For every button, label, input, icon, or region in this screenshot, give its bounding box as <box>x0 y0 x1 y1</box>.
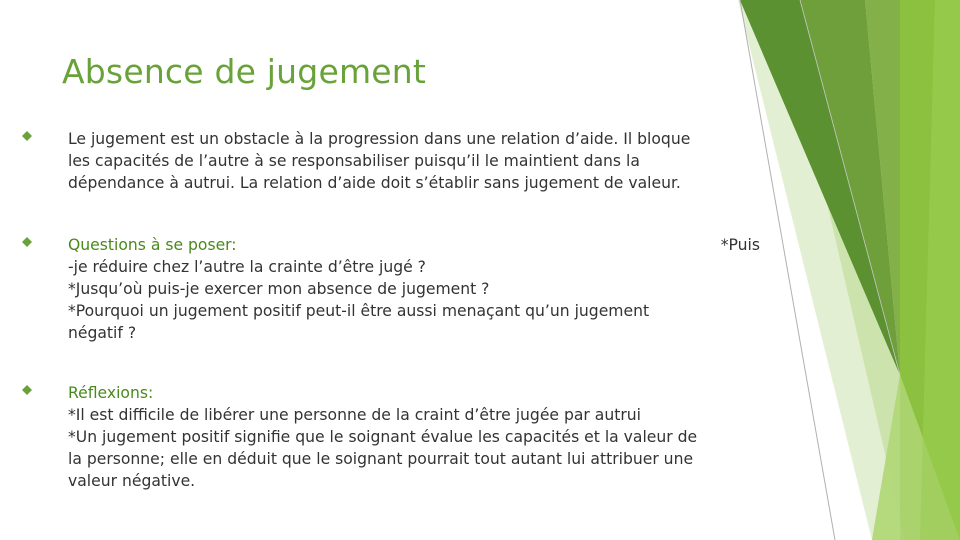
bullet-1-line: dépendance à autrui. La relation d’aide doit s’établir sans jugement de valeur. <box>68 174 681 192</box>
diamond-bullet-icon <box>22 237 32 247</box>
bullet-2-line: -je réduire chez l’autre la crainte d’être jugé ? <box>68 258 426 276</box>
bullet-3-line: *Un jugement positif signifie que le soignant évalue les capacités et la valeur de <box>68 428 698 446</box>
diamond-bullet-icon <box>22 131 32 141</box>
bullet-2-line: négatif ? <box>68 324 137 342</box>
bullet-2-heading: Questions à se poser: <box>68 236 237 254</box>
bullet-2-line: *Jusqu’où puis-je exercer mon absence de jugement ? <box>68 280 490 298</box>
bullet-2-aside: *Puis <box>720 236 760 254</box>
diamond-bullet-icon <box>22 385 32 395</box>
bullet-3-line: *Il est difficile de libérer une personne de la craint d’être jugée par autrui <box>68 406 641 424</box>
bullet-3-line: la personne; elle en déduit que le soignant pourrait tout autant lui attribuer une <box>68 450 694 468</box>
bullet-text-3 <box>68 382 758 492</box>
bullet-3-heading: Réflexions: <box>68 384 154 402</box>
bullet-1-line: les capacités de l’autre à se responsabiliser puisqu’il le maintient dans la <box>68 152 640 170</box>
bullet-text-2 <box>68 234 758 344</box>
bullet-1-line: Le jugement est un obstacle à la progression dans une relation d’aide. Il bloque <box>68 130 691 148</box>
bullet-3-line: valeur négative. <box>68 472 196 490</box>
slide-title: Absence de jugement <box>62 52 427 91</box>
bullet-text-1 <box>68 128 758 194</box>
bullet-2-line: *Pourquoi un jugement positif peut-il être aussi menaçant qu’un jugement <box>68 302 650 320</box>
